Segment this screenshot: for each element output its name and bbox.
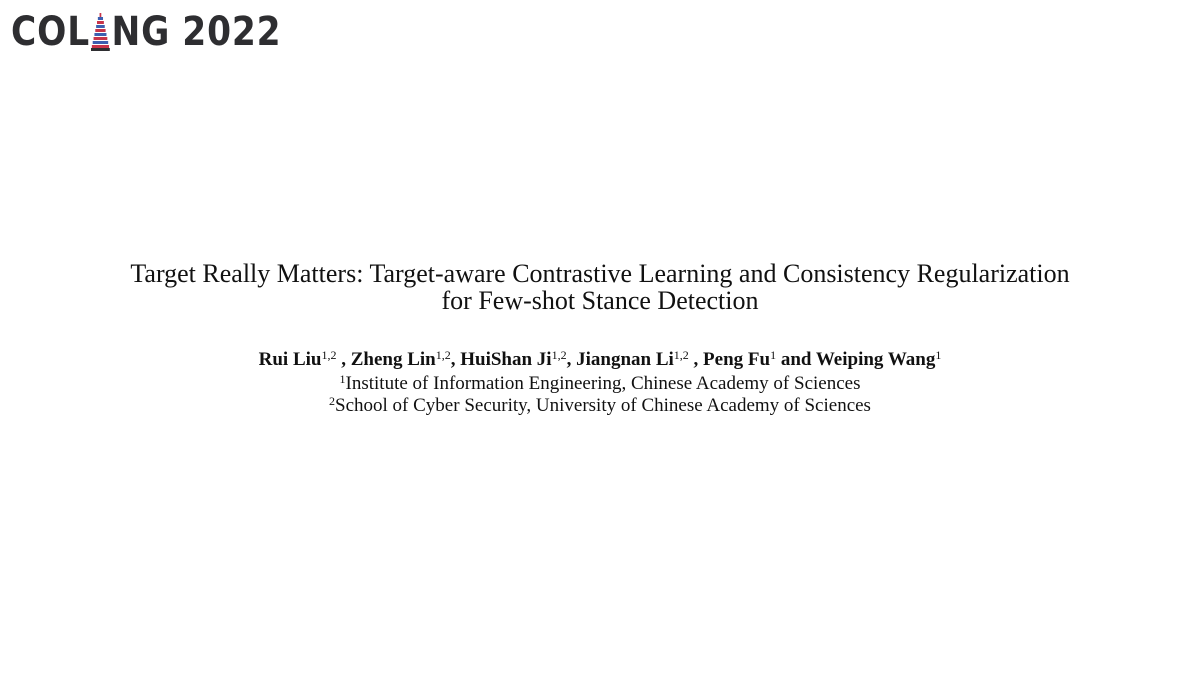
pagoda-tower-icon — [91, 13, 110, 51]
paper-title-line-2: for Few-shot Stance Detection — [441, 286, 759, 315]
author-list: Rui Liu$^{1,2}$ , Zheng Lin$^{1,2}$, HuiShan Ji$^{1,2}$, Jiangnan Li$^{1,2}$ , Peng Fu$^1$ and Weiping Wang$^1$ — [258, 348, 942, 370]
logo-text-right: NG — [111, 9, 171, 55]
logo-text-left: COL — [11, 9, 90, 55]
author: Zheng Lin$^{1,2}$ — [350, 348, 451, 370]
author: HuiShan Ji$^{1,2}$ — [460, 348, 567, 370]
author: Rui Liu$^{1,2}$ — [258, 348, 337, 370]
author: Peng Fu$^1$ — [703, 348, 777, 370]
author: Jiangnan Li$^{1,2}$ — [576, 348, 689, 370]
author: Weiping Wang$^1$ — [815, 348, 942, 370]
coling-2022-logo — [11, 8, 281, 56]
affiliation-2: $^2$School of Cyber Security, University of Chinese Academy of Sciences — [329, 394, 871, 416]
paper-title — [0, 260, 1200, 314]
paper-title-line-1: Target Really Matters: Target-aware Contrastive Learning and Consistency Regularization — [130, 259, 1070, 288]
logo-year: 2022 — [182, 9, 282, 55]
affiliation-1: $^1$Institute of Information Engineering, Chinese Academy of Sciences — [339, 372, 861, 394]
